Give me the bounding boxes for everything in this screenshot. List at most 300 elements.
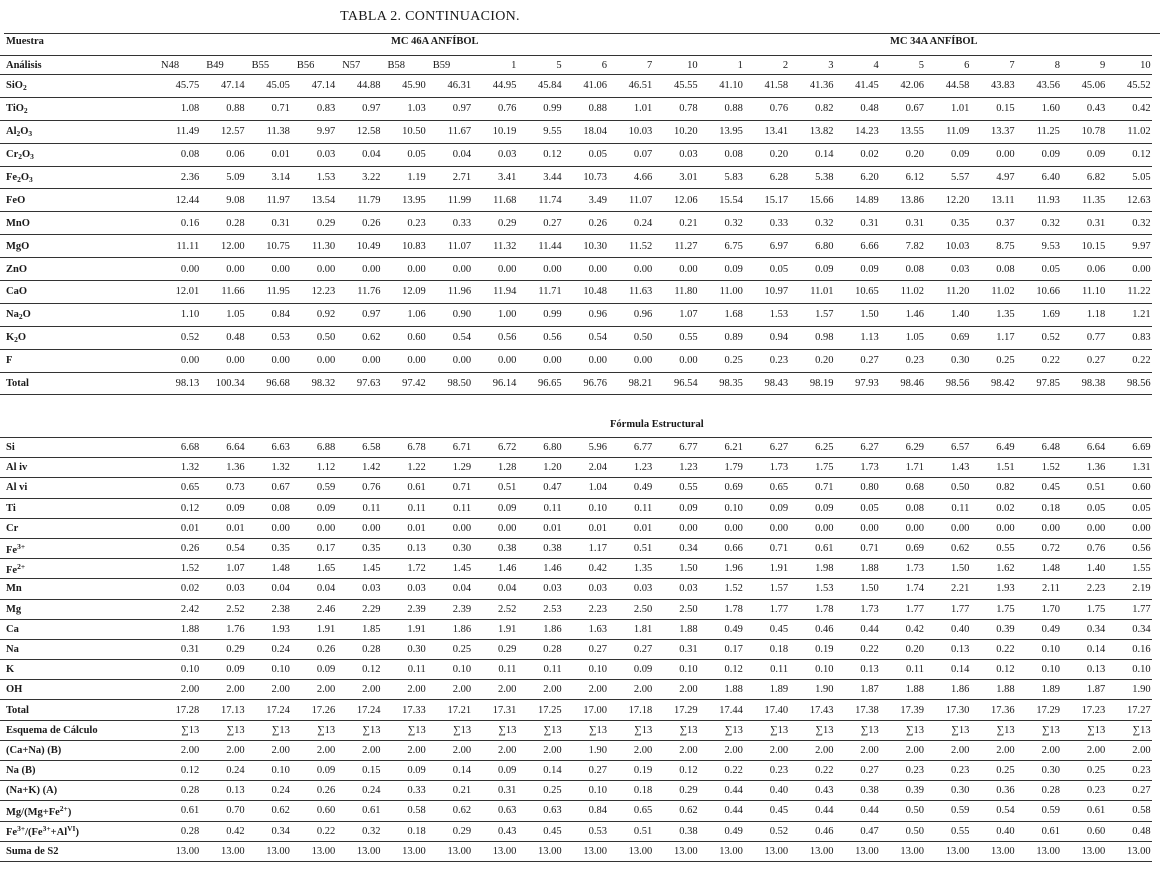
- table-cell: 0.00: [1106, 518, 1151, 538]
- table-cell: 1.36: [200, 458, 245, 478]
- table-cell: 13.00: [925, 841, 970, 861]
- table-cell: 98.43: [744, 372, 789, 395]
- table-cell: 2.00: [427, 740, 472, 760]
- top-rule: [4, 33, 1160, 34]
- table-row: [0, 559, 1152, 579]
- table-cell: 41.58: [744, 75, 789, 98]
- table-cell: 1.10: [155, 303, 200, 326]
- table-cell: 0.49: [1016, 619, 1061, 639]
- table-cell: 0.02: [970, 498, 1015, 518]
- column-header: 6: [925, 56, 970, 75]
- table-cell: 0.61: [381, 478, 426, 498]
- table-cell: 2.00: [699, 740, 744, 760]
- table-cell: 0.48: [200, 326, 245, 349]
- table-cell: 1.50: [834, 303, 879, 326]
- table-cell: 0.38: [472, 538, 517, 558]
- table-cell: 0.27: [517, 212, 562, 235]
- table-cell: 0.04: [291, 579, 336, 599]
- table-row: [0, 821, 1152, 841]
- table-cell: ∑13: [336, 720, 381, 740]
- table-cell: 0.23: [381, 212, 426, 235]
- table-cell: 0.11: [336, 498, 381, 518]
- table-cell: 10.48: [563, 281, 608, 304]
- column-header: B56: [291, 56, 336, 75]
- table-cell: 0.00: [653, 349, 698, 372]
- table-cell: 1.87: [834, 680, 879, 700]
- table-cell: 0.00: [155, 258, 200, 281]
- table-cell: 10.73: [563, 166, 608, 189]
- column-header: 6: [563, 56, 608, 75]
- table-cell: 0.12: [517, 143, 562, 166]
- table-row: [0, 761, 1152, 781]
- table-cell: 2.00: [970, 740, 1015, 760]
- table-cell: 4.97: [970, 166, 1015, 189]
- table-cell: 2.71: [427, 166, 472, 189]
- table-cell: 1.91: [744, 559, 789, 579]
- table-cell: 0.22: [291, 821, 336, 841]
- row-label: $Al_2O_3$: [0, 120, 155, 143]
- row-label: MnO: [0, 212, 155, 235]
- table-cell: 17.31: [472, 700, 517, 720]
- table-cell: 1.75: [970, 599, 1015, 619]
- table-cell: 0.09: [789, 498, 834, 518]
- table-cell: 0.23: [744, 761, 789, 781]
- table-cell: 0.03: [472, 143, 517, 166]
- table-cell: 0.23: [925, 761, 970, 781]
- table-cell: 1.28: [472, 458, 517, 478]
- analisis-label: Análisis: [0, 56, 155, 75]
- table-cell: 0.49: [699, 619, 744, 639]
- table-cell: 2.00: [246, 680, 291, 700]
- table-cell: 0.45: [744, 801, 789, 821]
- table-cell: 0.09: [472, 498, 517, 518]
- column-header: 9: [1061, 56, 1106, 75]
- table-cell: 0.50: [880, 821, 925, 841]
- table-cell: 6.64: [1061, 438, 1106, 458]
- table-cell: 0.31: [834, 212, 879, 235]
- table-cell: 10.15: [1061, 235, 1106, 258]
- table-cell: ∑13: [925, 720, 970, 740]
- table-cell: 6.66: [834, 235, 879, 258]
- table-cell: 0.52: [744, 821, 789, 841]
- table-cell: 11.38: [246, 120, 291, 143]
- table-cell: 12.57: [200, 120, 245, 143]
- table-cell: 1.63: [563, 619, 608, 639]
- table-cell: 0.12: [336, 660, 381, 680]
- table-row: [0, 458, 1152, 478]
- table-cell: 0.00: [1016, 518, 1061, 538]
- table-cell: 1.77: [1106, 599, 1151, 619]
- table-cell: 13.41: [744, 120, 789, 143]
- table-cell: 1.50: [834, 579, 879, 599]
- table-cell: 0.26: [336, 212, 381, 235]
- table-cell: 1.45: [427, 559, 472, 579]
- table-cell: 6.64: [200, 438, 245, 458]
- table-cell: 2.19: [1106, 579, 1151, 599]
- table-row: [0, 781, 1152, 801]
- table-cell: 17.13: [200, 700, 245, 720]
- table-cell: 6.82: [1061, 166, 1106, 189]
- table-cell: 1.96: [699, 559, 744, 579]
- table-cell: 0.20: [789, 349, 834, 372]
- table-cell: 0.34: [1061, 619, 1106, 639]
- table-cell: 0.61: [155, 801, 200, 821]
- row-label: F: [0, 349, 155, 372]
- row-label: Esquema de Cálculo: [0, 720, 155, 740]
- table-cell: 1.90: [563, 740, 608, 760]
- table-cell: 1.98: [789, 559, 834, 579]
- table-cell: 0.65: [155, 478, 200, 498]
- table-cell: ∑13: [1106, 720, 1151, 740]
- table-cell: 2.00: [200, 680, 245, 700]
- table-cell: 44.58: [925, 75, 970, 98]
- table-cell: 0.00: [381, 349, 426, 372]
- table-row: [0, 498, 1152, 518]
- table-cell: 0.09: [834, 258, 879, 281]
- table-cell: 1.65: [291, 559, 336, 579]
- table-cell: 96.65: [517, 372, 562, 395]
- table-cell: 0.42: [880, 619, 925, 639]
- table-cell: 0.12: [653, 761, 698, 781]
- table-title: TABLA 2. CONTINUACION.: [340, 9, 520, 24]
- muestra-label: Muestra: [6, 36, 44, 47]
- row-label: Al vi: [0, 478, 155, 498]
- table-cell: 2.53: [517, 599, 562, 619]
- table-cell: 0.00: [699, 518, 744, 538]
- table-cell: 6.57: [925, 438, 970, 458]
- table-cell: 0.32: [699, 212, 744, 235]
- table-cell: 0.55: [653, 326, 698, 349]
- row-label: Al iv: [0, 458, 155, 478]
- table-cell: 2.23: [563, 599, 608, 619]
- table-cell: 0.10: [246, 761, 291, 781]
- table-cell: 0.80: [834, 478, 879, 498]
- table-cell: 0.00: [427, 349, 472, 372]
- table-row: [0, 166, 1152, 189]
- table-cell: 0.11: [608, 498, 653, 518]
- table-cell: 0.03: [563, 579, 608, 599]
- table-cell: 0.58: [1106, 801, 1151, 821]
- table-cell: 1.62: [970, 559, 1015, 579]
- table-cell: 0.35: [925, 212, 970, 235]
- table-cell: 0.00: [789, 518, 834, 538]
- table-cell: 1.29: [427, 458, 472, 478]
- table-cell: 11.68: [472, 189, 517, 212]
- table-cell: 0.49: [699, 821, 744, 841]
- table-cell: 11.44: [517, 235, 562, 258]
- table-cell: 0.21: [653, 212, 698, 235]
- table-cell: 13.82: [789, 120, 834, 143]
- table-cell: 3.41: [472, 166, 517, 189]
- table-row: [0, 478, 1152, 498]
- table-row: [0, 680, 1152, 700]
- table-row: [0, 143, 1152, 166]
- table-cell: 0.13: [834, 660, 879, 680]
- table-cell: 13.00: [789, 841, 834, 861]
- table-cell: 11.80: [653, 281, 698, 304]
- row-label: MgO: [0, 235, 155, 258]
- table-cell: 2.23: [1061, 579, 1106, 599]
- table-cell: 17.30: [925, 700, 970, 720]
- table-cell: ∑13: [1016, 720, 1061, 740]
- table-cell: 0.71: [427, 478, 472, 498]
- table-cell: 0.71: [834, 538, 879, 558]
- table-cell: 0.22: [699, 761, 744, 781]
- table-cell: ∑13: [517, 720, 562, 740]
- table-row: [0, 97, 1152, 120]
- table-cell: 11.66: [200, 281, 245, 304]
- table-cell: 0.77: [1061, 326, 1106, 349]
- table-cell: 0.24: [200, 761, 245, 781]
- table-cell: 0.00: [200, 349, 245, 372]
- table-cell: 1.50: [653, 559, 698, 579]
- table-cell: 14.23: [834, 120, 879, 143]
- oxide-table: [0, 55, 1152, 395]
- table-cell: 0.51: [608, 538, 653, 558]
- table-cell: ∑13: [200, 720, 245, 740]
- table-cell: 2.00: [925, 740, 970, 760]
- table-cell: 11.02: [1106, 120, 1151, 143]
- table-cell: 98.56: [1106, 372, 1151, 395]
- table-cell: 3.22: [336, 166, 381, 189]
- table-cell: 0.10: [653, 660, 698, 680]
- table-row: [0, 235, 1152, 258]
- table-cell: 2.11: [1016, 579, 1061, 599]
- table-cell: 0.60: [1061, 821, 1106, 841]
- table-cell: 1.93: [970, 579, 1015, 599]
- table-cell: 0.14: [1061, 639, 1106, 659]
- table-cell: 97.93: [834, 372, 879, 395]
- table-cell: 42.06: [880, 75, 925, 98]
- table-cell: 0.09: [291, 660, 336, 680]
- table-cell: 0.10: [699, 498, 744, 518]
- table-cell: 2.00: [744, 740, 789, 760]
- table-cell: 0.60: [1106, 478, 1151, 498]
- table-cell: 2.04: [563, 458, 608, 478]
- table-cell: 0.00: [1061, 518, 1106, 538]
- table-cell: 6.40: [1016, 166, 1061, 189]
- table-row: [0, 619, 1152, 639]
- table-cell: 0.03: [653, 579, 698, 599]
- table-cell: 0.05: [381, 143, 426, 166]
- table-cell: 2.00: [880, 740, 925, 760]
- table-cell: 1.77: [925, 599, 970, 619]
- table-cell: 11.07: [427, 235, 472, 258]
- table-cell: 1.87: [1061, 680, 1106, 700]
- table-cell: 6.21: [699, 438, 744, 458]
- table-cell: 2.00: [472, 740, 517, 760]
- row-label: Na (B): [0, 761, 155, 781]
- table-cell: 12.58: [336, 120, 381, 143]
- table-cell: 0.53: [246, 326, 291, 349]
- table-cell: 0.03: [517, 579, 562, 599]
- table-cell: 0.31: [472, 781, 517, 801]
- table-cell: 11.52: [608, 235, 653, 258]
- table-cell: 1.70: [1016, 599, 1061, 619]
- table-cell: 10.66: [1016, 281, 1061, 304]
- table-cell: 0.27: [834, 349, 879, 372]
- table-cell: 1.22: [381, 458, 426, 478]
- table-cell: 0.46: [789, 619, 834, 639]
- table-cell: 0.27: [608, 639, 653, 659]
- table-cell: 13.86: [880, 189, 925, 212]
- table-cell: 0.76: [744, 97, 789, 120]
- table-cell: 0.28: [155, 821, 200, 841]
- table-cell: 6.88: [291, 438, 336, 458]
- table-cell: 100.34: [200, 372, 245, 395]
- table-row: [0, 258, 1152, 281]
- table-cell: 98.56: [925, 372, 970, 395]
- table-cell: 2.00: [155, 740, 200, 760]
- table-cell: 13.54: [291, 189, 336, 212]
- table-cell: 0.13: [925, 639, 970, 659]
- table-cell: 1.73: [834, 458, 879, 478]
- table-cell: 6.63: [246, 438, 291, 458]
- table-cell: 0.05: [1016, 258, 1061, 281]
- table-cell: 10.75: [246, 235, 291, 258]
- table-cell: 0.59: [291, 478, 336, 498]
- table-cell: 0.27: [563, 761, 608, 781]
- formula-header-label: Fórmula Estructural: [610, 419, 704, 430]
- table-cell: 0.08: [970, 258, 1015, 281]
- table-cell: 1.78: [699, 599, 744, 619]
- table-cell: 0.21: [427, 781, 472, 801]
- table-cell: 0.29: [291, 212, 336, 235]
- table-cell: 8.75: [970, 235, 1015, 258]
- row-label: Ti: [0, 498, 155, 518]
- table-cell: 0.83: [1106, 326, 1151, 349]
- table-cell: 0.32: [789, 212, 834, 235]
- table-cell: 11.25: [1016, 120, 1061, 143]
- table-cell: 0.94: [744, 326, 789, 349]
- table-cell: 0.71: [789, 478, 834, 498]
- table-cell: ∑13: [608, 720, 653, 740]
- table-cell: 1.32: [246, 458, 291, 478]
- table-cell: 1.76: [200, 619, 245, 639]
- table-cell: 17.24: [336, 700, 381, 720]
- table-cell: 6.28: [744, 166, 789, 189]
- table-cell: ∑13: [789, 720, 834, 740]
- table-cell: 0.12: [970, 660, 1015, 680]
- table-cell: 0.61: [1061, 801, 1106, 821]
- table-cell: 45.90: [381, 75, 426, 98]
- table-cell: 0.33: [427, 212, 472, 235]
- table-cell: 3.01: [653, 166, 698, 189]
- table-cell: 0.03: [336, 579, 381, 599]
- table-cell: 0.67: [246, 478, 291, 498]
- table-cell: 0.00: [381, 258, 426, 281]
- table-cell: 1.69: [1016, 303, 1061, 326]
- table-cell: 0.62: [925, 538, 970, 558]
- table-cell: 1.35: [608, 559, 653, 579]
- table-cell: 10.03: [608, 120, 653, 143]
- table-cell: 15.54: [699, 189, 744, 212]
- table-cell: 0.73: [200, 478, 245, 498]
- table-cell: 1.52: [699, 579, 744, 599]
- table-cell: 2.00: [1106, 740, 1151, 760]
- table-cell: 13.00: [1106, 841, 1151, 861]
- table-cell: 11.94: [472, 281, 517, 304]
- table-cell: 0.25: [699, 349, 744, 372]
- table-cell: 0.40: [925, 619, 970, 639]
- table-cell: 0.00: [517, 258, 562, 281]
- table-cell: 0.23: [1106, 761, 1151, 781]
- table-cell: 13.00: [608, 841, 653, 861]
- row-label: Mn: [0, 579, 155, 599]
- table-cell: 2.52: [472, 599, 517, 619]
- table-cell: 1.08: [155, 97, 200, 120]
- table-cell: 0.27: [834, 761, 879, 781]
- table-cell: 10.03: [925, 235, 970, 258]
- table-cell: 2.00: [336, 680, 381, 700]
- table-cell: 0.30: [925, 349, 970, 372]
- table-cell: 0.00: [653, 518, 698, 538]
- table-cell: 98.32: [291, 372, 336, 395]
- table-cell: 1.88: [970, 680, 1015, 700]
- table-cell: 0.96: [563, 303, 608, 326]
- table-cell: 0.78: [653, 97, 698, 120]
- row-label: TiO$_2$: [0, 97, 155, 120]
- table-cell: ∑13: [563, 720, 608, 740]
- table-cell: 12.63: [1106, 189, 1151, 212]
- table-cell: 0.00: [563, 349, 608, 372]
- table-cell: 0.02: [834, 143, 879, 166]
- column-header: 4: [834, 56, 879, 75]
- table-cell: 1.91: [381, 619, 426, 639]
- table-cell: 5.05: [1106, 166, 1151, 189]
- table-row: [0, 212, 1152, 235]
- column-header: 7: [608, 56, 653, 75]
- table-cell: 0.51: [472, 478, 517, 498]
- table-cell: 1.20: [517, 458, 562, 478]
- table-cell: 0.43: [789, 781, 834, 801]
- table-row: [0, 801, 1152, 821]
- table-row: [0, 349, 1152, 372]
- table-cell: 0.40: [744, 781, 789, 801]
- table-cell: 2.39: [381, 599, 426, 619]
- table-cell: 5.38: [789, 166, 834, 189]
- table-cell: 44.88: [336, 75, 381, 98]
- table-cell: 2.00: [381, 740, 426, 760]
- table-cell: 0.44: [699, 781, 744, 801]
- table-cell: 43.56: [1016, 75, 1061, 98]
- table-cell: 0.38: [517, 538, 562, 558]
- table-cell: 0.03: [925, 258, 970, 281]
- table-cell: 0.34: [1106, 619, 1151, 639]
- table-cell: ∑13: [653, 720, 698, 740]
- table-cell: 0.60: [381, 326, 426, 349]
- table-cell: 0.00: [291, 518, 336, 538]
- table-cell: 0.52: [155, 326, 200, 349]
- table-cell: 17.00: [563, 700, 608, 720]
- table-cell: 12.20: [925, 189, 970, 212]
- table-cell: 0.23: [880, 761, 925, 781]
- table-cell: 0.32: [1016, 212, 1061, 235]
- table-row: [0, 281, 1152, 304]
- row-label: OH: [0, 680, 155, 700]
- table-cell: 45.75: [155, 75, 200, 98]
- table-cell: 0.25: [970, 761, 1015, 781]
- table-cell: 1.74: [880, 579, 925, 599]
- table-cell: 0.56: [517, 326, 562, 349]
- table-cell: 0.59: [925, 801, 970, 821]
- table-cell: 3.44: [517, 166, 562, 189]
- table-cell: 0.09: [200, 660, 245, 680]
- table-cell: 0.11: [517, 660, 562, 680]
- table-cell: 0.22: [970, 639, 1015, 659]
- table-cell: 10.20: [653, 120, 698, 143]
- table-cell: 0.00: [970, 143, 1015, 166]
